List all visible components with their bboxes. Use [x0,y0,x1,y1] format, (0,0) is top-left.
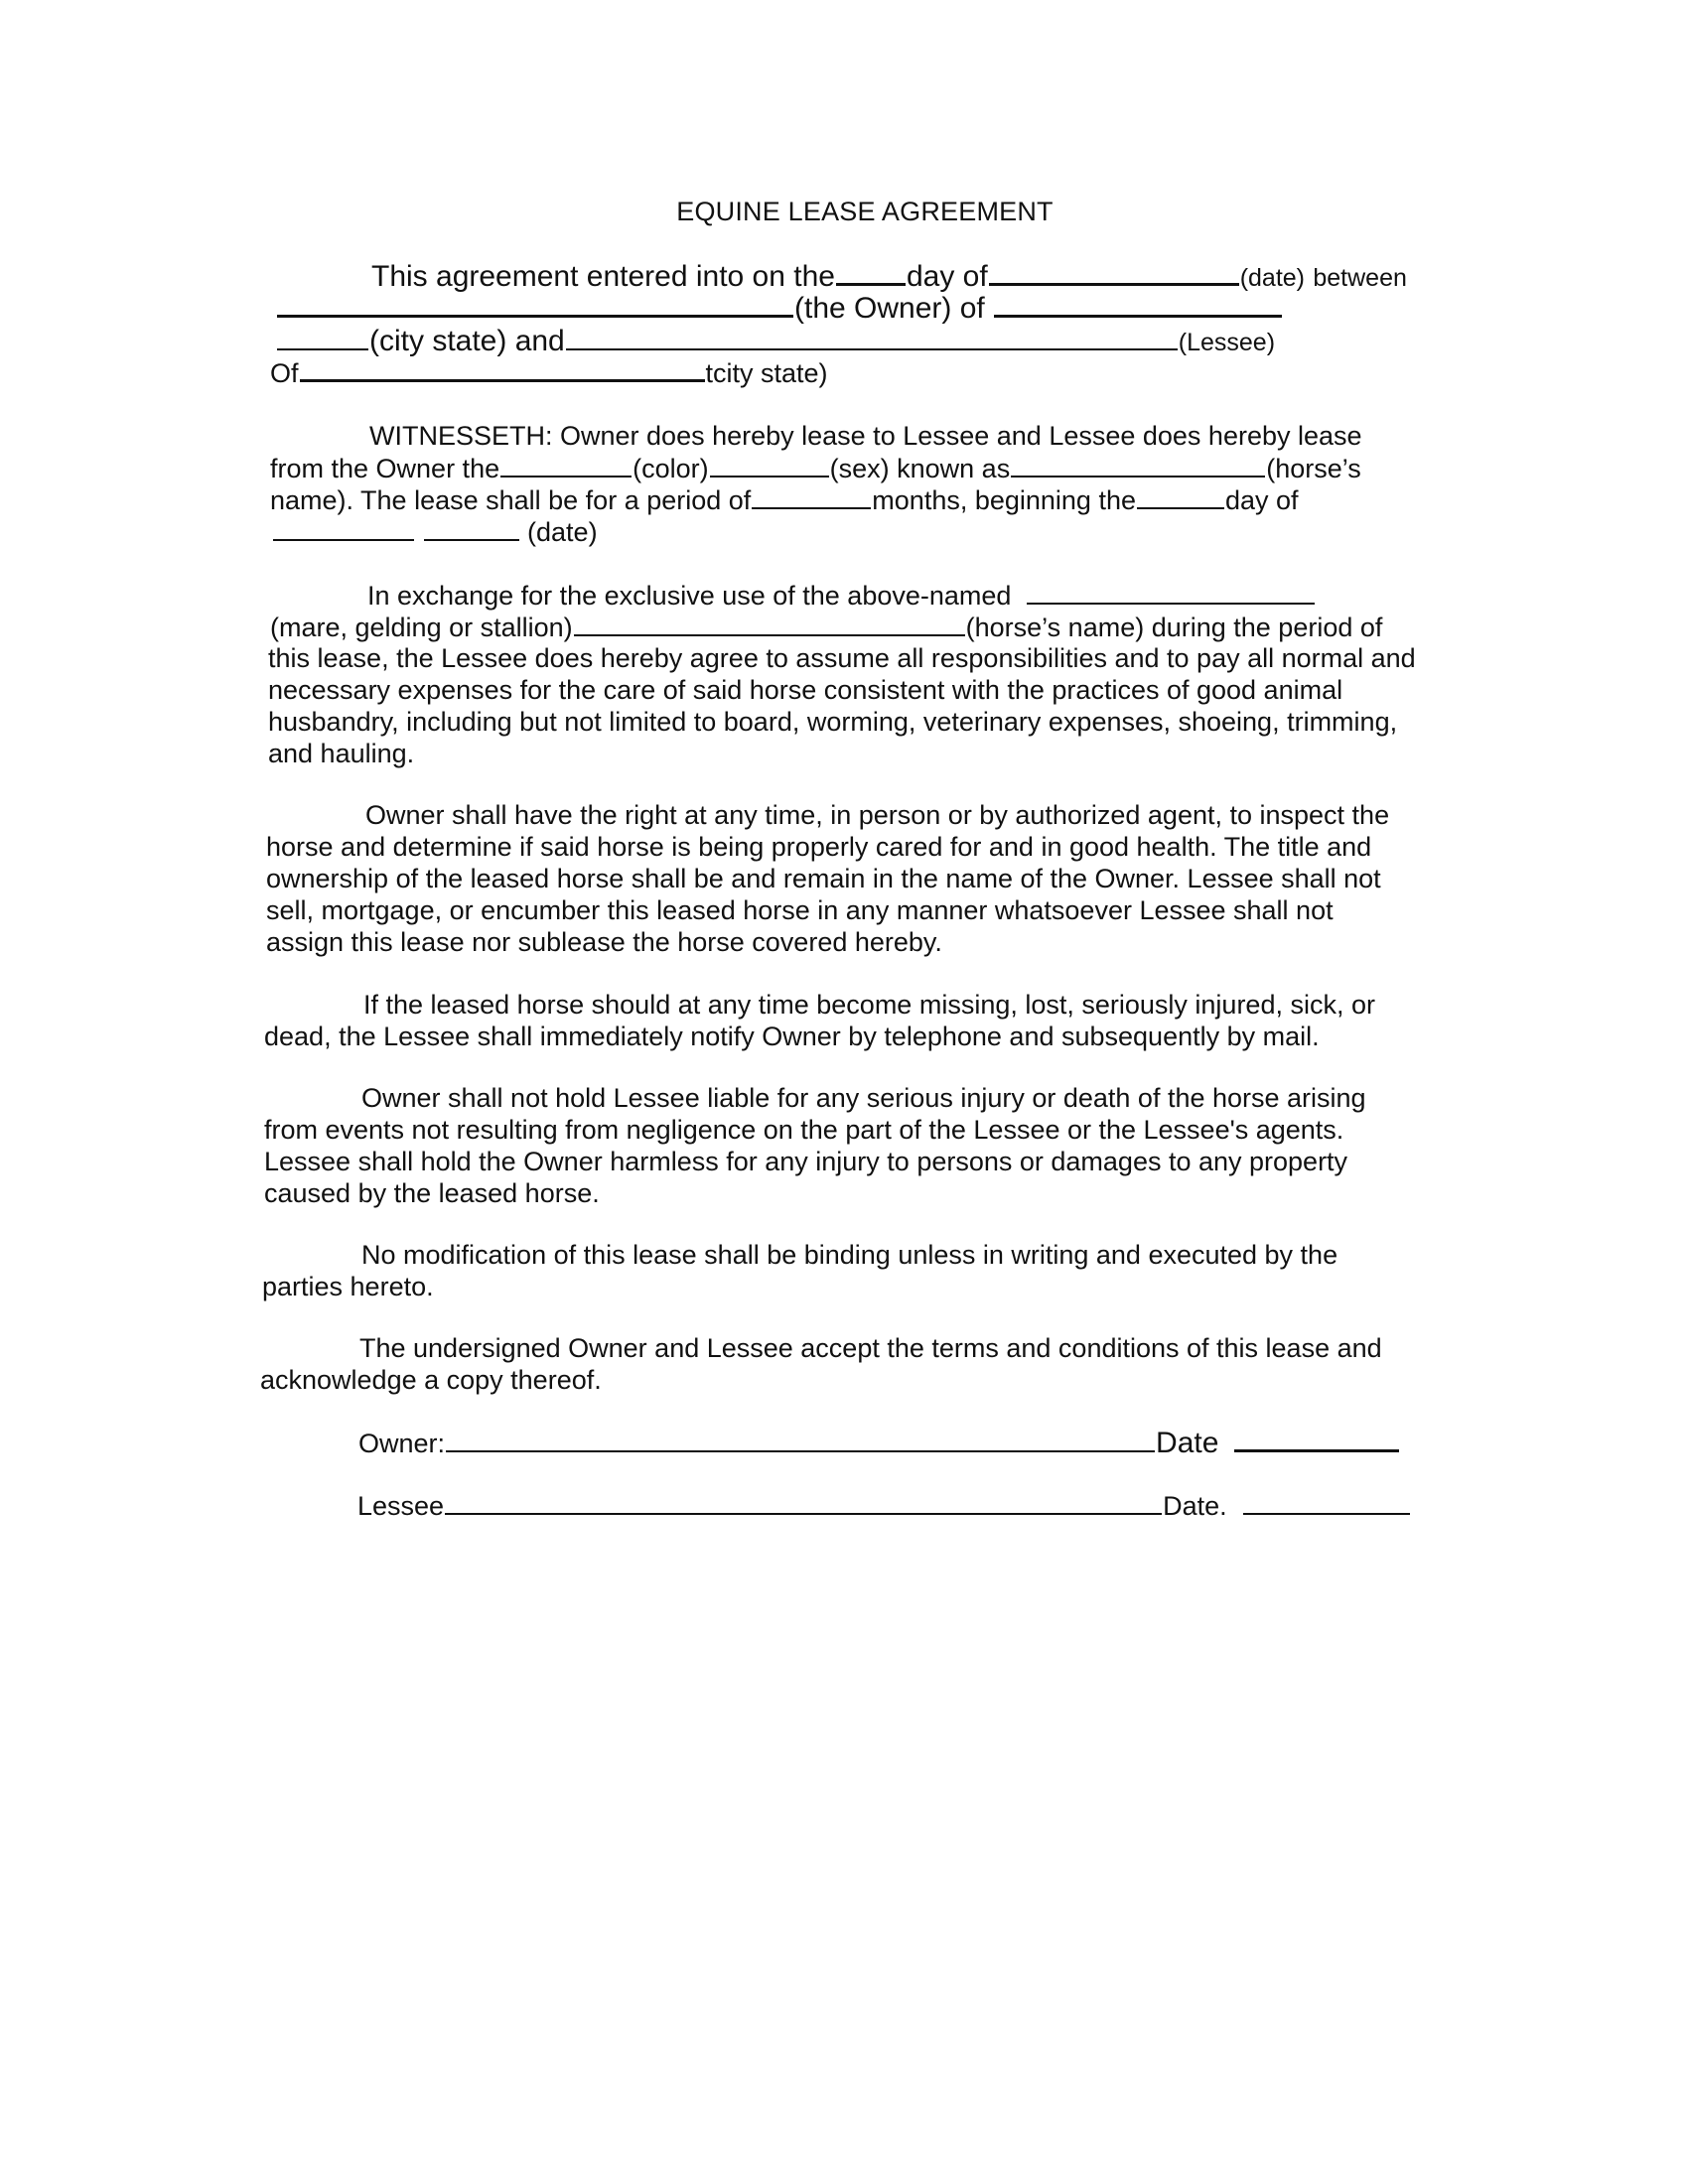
witness-text: (sex) known as [829,454,1011,483]
witness-text: day of [1225,485,1299,515]
intro-text: day of [906,260,988,293]
document-title: EQUINE LEASE AGREEMENT [676,197,1054,226]
exchange-text: (mare, gelding or stallion) [270,613,573,642]
exchange-line-5: husbandry, including but not limited to board, worming, veterinary expenses, shoeing, trimming, [268,707,1398,737]
lessee-label: Lessee [357,1491,445,1521]
exchange-line-1 [367,579,1316,612]
intro-line-4 [270,355,828,389]
month-blank[interactable] [989,257,1239,286]
accept-line-1: The undersigned Owner and Lessee accept the terms and conditions of this lease and [359,1333,1382,1363]
beginning-day-blank[interactable] [1137,483,1224,509]
inspect-line-1: Owner shall have the right at any time, in person or by authorized agent, to inspect the [365,800,1390,830]
witness-text: (horse’s [1266,454,1361,483]
owner-signature-row [358,1426,1400,1459]
witness-text: (date) [527,517,598,547]
intro-text: Of [270,358,299,388]
liability-line-1: Owner shall not hold Lessee liable for any serious injury or death of the horse arising [361,1083,1366,1113]
inspect-line-4: sell, mortgage, or encumber this leased horse in any manner whatsoever Lessee shall not [266,895,1334,925]
intro-line-2 [276,289,1283,325]
lessee-date-label: Date. [1163,1491,1227,1521]
lessee-location-blank[interactable] [300,355,705,382]
owner-location-blank[interactable] [994,289,1282,318]
months-blank[interactable] [752,483,871,509]
exchange-line-4: necessary expenses for the care of said horse consistent with the practices of good animal [268,675,1343,705]
witness-line-4 [272,515,598,548]
horse-name-blank[interactable] [1011,452,1265,478]
date-label: (date) [1239,264,1306,292]
owner-name-blank[interactable] [277,289,793,318]
inspect-line-2: horse and determine if said horse is being properly cared for and in good health. The title and [266,832,1372,862]
beginning-year-blank[interactable] [424,515,519,541]
lessee-signature-field[interactable] [445,1489,1162,1515]
color-blank[interactable] [500,452,632,478]
missing-line-1: If the leased horse should at any time become missing, lost, seriously injured, sick, or [363,990,1375,1020]
lessee-date-field[interactable] [1243,1489,1410,1515]
lessee-label: (Lessee) [1178,329,1276,356]
liability-line-3: Lessee shall hold the Owner harmless for any injury to persons or damages to any property [264,1147,1348,1176]
day-blank[interactable] [836,257,906,286]
inspect-line-5: assign this lease nor sublease the horse covered hereby. [266,927,942,957]
witness-text: (color) [633,454,709,483]
exchange-line-6: and hauling. [268,739,415,768]
intro-text: (city state) and [369,325,565,357]
witness-line-2 [270,452,1361,484]
witness-text: from the Owner the [270,454,500,483]
intro-text: (the Owner) of [794,292,985,325]
modification-line-1: No modification of this lease shall be binding unless in writing and executed by the [361,1240,1338,1270]
exchange-text: (horse’s name) during the period of [965,613,1383,642]
beginning-month-blank[interactable] [273,515,414,541]
witness-text: months, beginning the [872,485,1136,515]
missing-line-2: dead, the Lessee shall immediately notify Owner by telephone and subsequently by mail. [264,1022,1320,1051]
sex-blank[interactable] [710,452,829,478]
owner-signature-field[interactable] [446,1427,1155,1452]
animal-type-blank[interactable] [1027,579,1315,605]
accept-line-2: acknowledge a copy thereof. [260,1365,602,1395]
exchange-line-2 [270,611,1382,643]
witness-text: name). The lease shall be for a period of [270,485,752,515]
modification-line-2: parties hereto. [262,1272,434,1301]
liability-line-4: caused by the leased horse. [264,1178,600,1208]
exchange-horse-name-blank[interactable] [574,611,965,636]
exchange-text: In exchange for the exclusive use of the above-named [367,581,1012,611]
between-text: between [1313,264,1407,292]
exchange-line-3: this lease, the Lessee does hereby agree to assume all responsibilities and to pay all normal and [268,643,1416,673]
witness-line-1: WITNESSETH: Owner does hereby lease to Lessee and Lessee does hereby lease [369,421,1362,451]
intro-text: This agreement entered into on the [371,260,835,293]
intro-line-3 [276,323,1275,358]
owner-date-label: Date [1156,1427,1219,1459]
owner-date-field[interactable] [1234,1426,1399,1452]
witness-line-3 [270,483,1299,516]
inspect-line-3: ownership of the leased horse shall be and remain in the name of the Owner. Lessee shall not [266,864,1381,893]
lessee-name-blank[interactable] [566,323,1178,350]
intro-text: tcity state) [705,358,828,388]
owner-label: Owner: [358,1429,446,1458]
liability-line-2: from events not resulting from negligence on the part of the Lessee or the Lessee's agents. [264,1115,1344,1145]
owner-city-blank[interactable] [277,323,368,350]
lessee-signature-row [357,1489,1411,1522]
